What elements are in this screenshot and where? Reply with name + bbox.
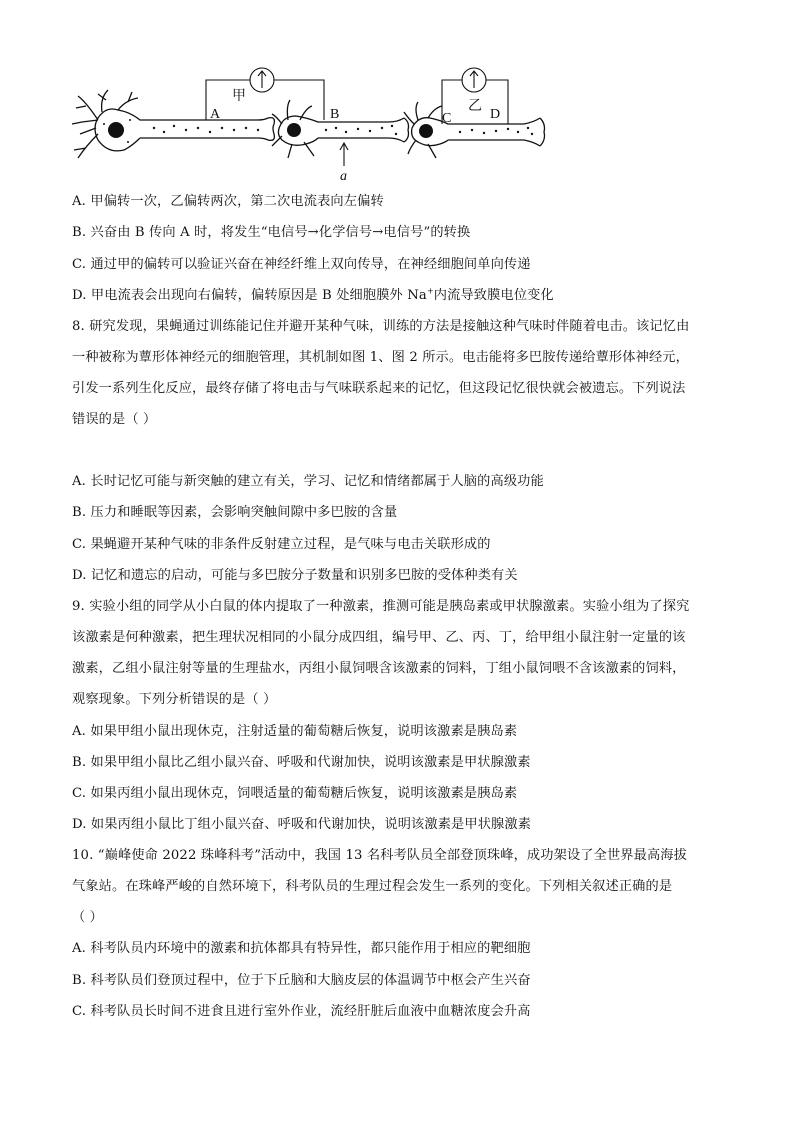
label-jia: 甲 (232, 89, 246, 104)
label-yi: 乙 (468, 99, 482, 114)
galvanometer-jia (206, 68, 324, 120)
q9-stem-line: 激素，乙组小鼠注射等量的生理盐水，丙组小鼠饲喂含该激素的饲料，丁组小鼠饲喂不含该激素的饲料， (72, 661, 686, 676)
q7-option-a: A. 甲偏转一次，乙偏转两次，第二次电流表向左偏转 (72, 194, 384, 209)
label-A: A (210, 107, 221, 122)
q9-option-d: D. 如果丙组小鼠比丁组小鼠兴奋、呼吸和代谢加快，说明该激素是甲状腺激素 (72, 817, 532, 832)
label-D: D (490, 107, 501, 122)
label-B: B (330, 107, 340, 122)
q8-stem-line: 错误的是（ ） (72, 412, 157, 427)
q8-stem-line: 引发一系列生化反应，最终存储了将电击与气味联系起来的记忆，但这段记忆很快就会被遗忘。下列说法 (72, 381, 686, 396)
q10-stem-line: 气象站。在珠峰严峻的自然环境下，科考队员的生理过程会发生一系列的变化。下列相关叙述正确的是 (72, 879, 673, 894)
neuron-figure (68, 62, 558, 188)
q9-stem-line: 观察现象。下列分析错误的是（ ） (72, 692, 277, 707)
q8-option-c: C. 果蝇避开某种气味的非条件反射建立过程，是气味与电击关联形成的 (72, 537, 491, 552)
q8-stem-line: 8. 研究发现，果蝇通过训练能记住并避开某种气味，训练的方法是接触这种气味时伴随着电击。该记忆由 (72, 319, 690, 334)
q7-option-c: C. 通过甲的偏转可以验证兴奋在神经纤维上双向传导，在神经细胞间单向传递 (72, 257, 531, 272)
q8-stem-line: 一种被称为蕈形体神经元的细胞管理，其机制如图 1、图 2 所示。电击能将多巴胺传递给蕈形体神经元， (72, 350, 689, 365)
q9-stem-line: 9. 实验小组的同学从小白鼠的体内提取了一种激素，推测可能是胰岛素或甲状腺激素。实验小组为了探究 (72, 599, 690, 614)
label-a: a (340, 169, 347, 184)
label-C: C (442, 111, 452, 126)
q8-option-b: B. 压力和睡眠等因素，会影响突触间隙中多巴胺的含量 (72, 505, 398, 520)
q10-option-c: C. 科考队员长时间不进食且进行室外作业，流经肝脏后血液中血糖浓度会升高 (72, 1004, 531, 1019)
q9-option-c: C. 如果丙组小鼠出现休克，饲喂适量的葡萄糖后恢复，说明该激素是胰岛素 (72, 786, 518, 801)
q9-stem-line: 该激素是何种激素，把生理状况相同的小鼠分成四组，编号甲、乙、丙、丁，给甲组小鼠注射一定量的该 (72, 630, 686, 645)
q7-option-b: B. 兴奋由 B 传向 A 时，将发生“电信号→化学信号→电信号”的转换 (72, 225, 471, 240)
q7-option-d: D. 甲电流表会出现向右偏转，偏转原因是 B 处细胞膜外 Na+内流导致膜电位变化 (72, 286, 554, 303)
q10-stem-line: 10. “巅峰使命 2022 珠峰科考”活动中，我国 13 名科考队员全部登顶珠峰，成功架设了全世界最高海拔 (72, 848, 687, 863)
q9-option-b: B. 如果甲组小鼠比乙组小鼠兴奋、呼吸和代谢加快，说明该激素是甲状腺激素 (72, 755, 531, 770)
stimulus-arrow (340, 143, 348, 166)
q10-option-a: A. 科考队员内环境中的激素和抗体都具有特异性，都只能作用于相应的靶细胞 (72, 941, 531, 956)
q10-option-b: B. 科考队员们登顶过程中，位于下丘脑和大脑皮层的体温调节中枢会产生兴奋 (72, 973, 531, 988)
q8-option-d: D. 记忆和遗忘的启动，可能与多巴胺分子数量和识别多巴胺的受体种类有关 (72, 568, 518, 583)
q10-stem-line: （ ） (72, 910, 104, 925)
q9-option-a: A. 如果甲组小鼠出现休克，注射适量的葡萄糖后恢复，说明该激素是胰岛素 (72, 724, 518, 739)
q8-option-a: A. 长时记忆可能与新突触的建立有关，学习、记忆和情绪都属于人脑的高级功能 (72, 474, 544, 489)
